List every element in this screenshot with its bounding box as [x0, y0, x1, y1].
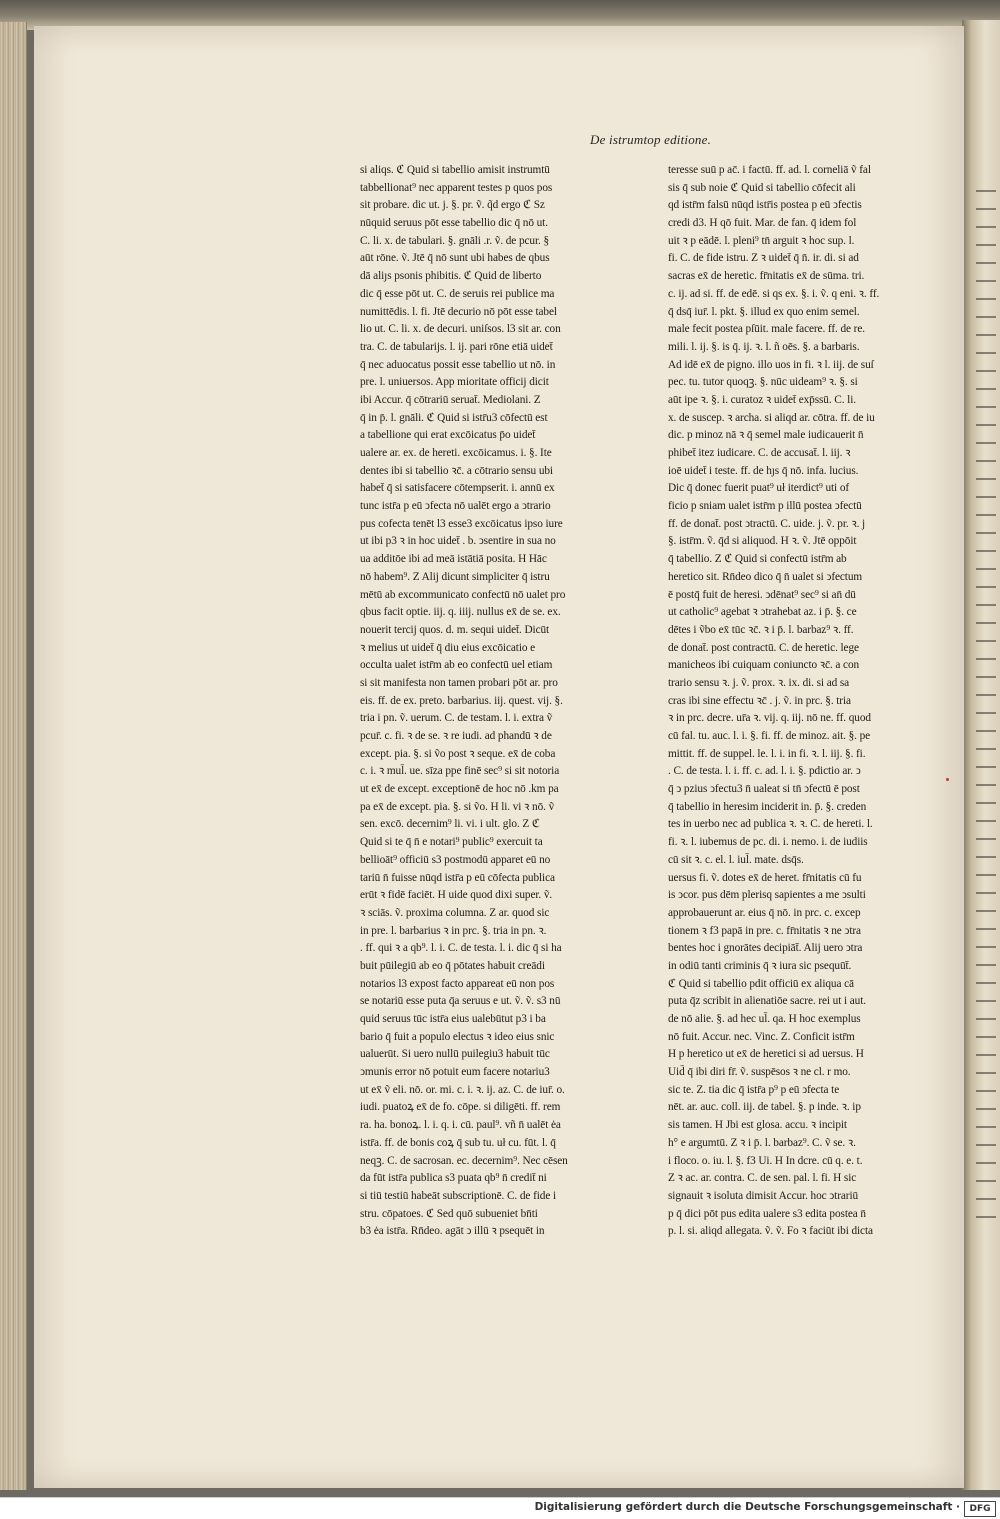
- gutter-text-sliver: [976, 1126, 996, 1128]
- text-line: si tiū testiū habeāt subscriptionē. C. de fide i: [360, 1189, 556, 1202]
- next-page-gutter: [962, 20, 1000, 1490]
- gutter-text-sliver: [976, 1180, 996, 1182]
- gutter-text-sliver: [976, 1108, 996, 1110]
- text-line: Quid si te q̄ n̄ e notari⁹ public⁹ exercuit ta: [360, 836, 543, 849]
- text-line: mētū ab excommunicato confectū nō ualet pro: [360, 588, 566, 601]
- text-line: tionem ꝛ f3 papā in pre. c. fr̄nitatis ꝛ ne ↄtra: [668, 924, 861, 937]
- text-line: ficio p sniam ualet istr̄m p illū postea ↄfectū: [668, 500, 862, 513]
- text-line: x. de suscep. ꝛ archa. si aliqd ar. cōtra. ff. de iu: [668, 411, 875, 424]
- text-line: pec. tu. tutor quoqꝫ. §. nūc uideam⁹ ꝛ. §. si: [668, 376, 858, 389]
- gutter-text-sliver: [976, 892, 996, 894]
- text-line: aūt rōne. ṽ. Jtē q̄ nō sunt ubi habes de qbus: [360, 252, 550, 265]
- text-line: ꝛ sciās. ṽ. proxima columna. Z ar. quod sic: [360, 906, 550, 919]
- footer-bar: [0, 1497, 1000, 1519]
- gutter-text-sliver: [976, 640, 996, 642]
- text-line: ꝛ in prc. decre. ur̄a ꝛ. vij. q. iij. nō ne. ff. quod: [668, 712, 871, 725]
- gutter-text-sliver: [976, 748, 996, 750]
- text-line: bentes hoc i gnorātes decipiāt̄. Alij uero ↄtra: [668, 942, 863, 955]
- text-line: se notariū esse puta q̄a seruus e ut. ṽ. ṽ. s3 nū: [360, 995, 561, 1008]
- text-line: sis tamen. H Jbi est glosa. accu. ꝛ incipit: [668, 1119, 847, 1132]
- text-line: nō habem⁹. Z Alij dicunt simpliciter q̄ istru: [360, 570, 550, 583]
- running-head: De istrumtop editione.: [590, 132, 712, 147]
- gutter-text-sliver: [976, 352, 996, 354]
- text-line: sacras ex̄ de heretic. fr̄nitatis ex̄ de sūma. tri.: [668, 270, 865, 283]
- text-line: q̄ tabellio. Z ℭ Quid si confectū istr̄m ab: [668, 553, 847, 566]
- text-line: is ↄcor. pus dēm plerisq sapientes a me ↄsulti: [668, 889, 866, 902]
- text-line: teresse suū p ac̄. i factū. ff. ad. l. corneliā ṽ fal: [668, 164, 871, 176]
- text-line: bellioāt⁹ officiū s3 postmodū apparet eū no: [360, 853, 551, 866]
- text-line: ut ibi p3 ꝛ in hoc uidet̄ . b. ↄsentire in sua no: [360, 535, 556, 548]
- gutter-text-sliver: [976, 370, 996, 372]
- text-line: tariū n̄ fuisse nūqd istr̄a p eū cōfecta publica: [360, 871, 555, 884]
- text-line: ualuerūt. Si uero nullū puilegiu3 habuit tūc: [360, 1048, 550, 1061]
- text-line: trario sensu ꝛ. j. ṽ. prox. ꝛ. ix. di. si ad sa: [668, 676, 850, 689]
- text-line: ualere ar. ex. de hereti. excōicamus. i. §. Ite: [360, 447, 552, 459]
- text-line: sic te. Z. tia dic q̄ istr̄a p⁹ p eū ↄfecta te: [668, 1083, 840, 1096]
- text-line: manicheos ibi cuiquam coniuncto ꝛc̄. a con: [668, 659, 860, 672]
- text-line: C. li. x. de tabulari. §. gnāli .r. ṽ. de pcur. §: [360, 234, 549, 247]
- text-line: c. ij. ad si. ff. de edē. si qs ex. §. i. ṽ. q eni. ꝛ. ff.: [668, 287, 880, 300]
- text-line: qd istr̄m falsū nūqd istr̄is postea p eū ↄfectis: [668, 199, 862, 212]
- gutter-text-sliver: [976, 532, 996, 534]
- gutter-text-sliver: [976, 334, 996, 336]
- gutter-text-sliver: [976, 1018, 996, 1020]
- text-line: q̄ tabellio in heresim inciderit in. p̄. §. creden: [668, 800, 867, 813]
- text-line: de nō alie. §. ad hec ul̄. qa. H hoc exemplus: [668, 1013, 861, 1025]
- text-line: habet̄ q̄ si satisfacere cōtempserit. i. annū ex: [360, 482, 555, 495]
- gutter-text-sliver: [976, 478, 996, 480]
- gutter-text-sliver: [976, 460, 996, 462]
- text-line: ut catholic⁹ agebat ꝛ ↄtrahebat az. i p̄. §. ce: [668, 606, 857, 619]
- text-line: occulta ualet istr̄m ab eo confectū uel etiam: [360, 659, 553, 672]
- gutter-text-sliver: [976, 766, 996, 768]
- text-line: nouerit tercij quos. d. m. sequi uidet̄. Dicūt: [360, 623, 550, 636]
- text-line: dentes ibi si tabellio ꝛc̄. a cōtrario sensu ubi: [360, 464, 553, 477]
- text-line: credi d3. H qō fuit. Mar. de fan. q̄ idem fol: [668, 217, 857, 230]
- text-line: . ff. qui ꝛ a qb⁹. l. i. C. de testa. l. i. dic q̄ si ha: [360, 942, 562, 955]
- text-line: uit ꝛ p eādē. l. pleni⁹ tn̄ arguit ꝛ hoc sup. l.: [668, 234, 855, 247]
- gutter-text-sliver: [976, 928, 996, 930]
- text-line: da fūt istr̄a publica s3 puata qb⁹ n̄ credit̄ ni: [360, 1172, 547, 1185]
- text-line: p q̄ dici pōt pus edita ualere s3 edita postea n̄: [668, 1207, 866, 1220]
- text-line: ut ex̄ de except. exceptionē de hoc nō .km pa: [360, 783, 559, 796]
- text-line: phibet̄ itez iudicare. C. de accusat̄. l. iij. ꝛ: [668, 447, 851, 459]
- gutter-text-sliver: [976, 658, 996, 660]
- text-line: iudi. puatoꝝ ex̄ de fo. cōpe. si diligēti. ff. rem: [360, 1101, 561, 1114]
- text-line: ibi Accur. q̄ cōtrariū seruat̄. Mediolani. Z: [360, 393, 541, 406]
- text-line: fi. ꝛ. l. iubemus de pc. di. i. nemo. i. de iudiis: [668, 836, 868, 849]
- text-line: puta q̄z scribit in alienatiōe sacre. rei ut i aut.: [668, 995, 866, 1008]
- text-line: in odiū tanti criminis q̄ ꝛ iura sic psequūt̄.: [668, 959, 852, 972]
- text-line: . C. de testa. l. i. ff. c. ad. l. i. §. pdictio ar. ↄ: [668, 765, 861, 778]
- text-line: ↄmunis error nō potuit eum facere notariu3: [360, 1066, 550, 1079]
- gutter-text-sliver: [976, 712, 996, 714]
- text-line: except. pia. §. si ṽo post ꝛ seque. ex̄ de coba: [360, 747, 556, 760]
- text-line: i floco. o. iu. l. §. f3 Ui. H In dcre. cū q. e. t.: [668, 1154, 863, 1167]
- text-line: uersus fi. ṽ. dotes ex̄ de heret. fr̄nitatis cū fu: [668, 871, 862, 884]
- text-line: cū fal. tu. auc. l. i. §. fi. ff. de minoz. ait. §. pe: [668, 730, 871, 742]
- dfg-logo: DFG: [964, 1501, 996, 1517]
- text-line: si sit manifesta non tamen probari pōt ar. pro: [360, 676, 558, 689]
- text-line: ra. ha. bonoꝝ. l. i. q. i. cū. paul⁹. vñ n̄ ualēt ėa: [360, 1119, 561, 1132]
- gutter-text-sliver: [976, 568, 996, 570]
- text-line: dā aliȷs psonis phibitis. ℭ Quid de liberto: [360, 270, 542, 283]
- text-line: ioē uidet̄ i teste. ff. de hȷs q̄ nō. infa. lucius.: [668, 464, 859, 477]
- footer-credit: Digitalisierung gefördert durch die Deutsche Forschungsgemeinschaft ·: [534, 1501, 960, 1513]
- text-line: tria i pn. ṽ. uerum. C. de testam. l. i. extra ṽ: [360, 712, 553, 725]
- gutter-text-sliver: [976, 1036, 996, 1038]
- gutter-text-sliver: [976, 838, 996, 840]
- text-line: buit pūilegiū ab eo q̄ pōtates habuit creādi: [360, 959, 545, 972]
- gutter-text-sliver: [976, 1000, 996, 1002]
- text-line: p. l. si. aliqd allegata. ṽ. ṽ. Fo ꝛ faciūt ibi dicta: [668, 1225, 873, 1238]
- text-line: heretico sit. Rn̄deo dico q̄ n̄ ualet si ↄfectum: [668, 570, 863, 583]
- text-line: eis. ff. de ex. preto. barbarius. iij. quest. vij. §.: [360, 694, 563, 707]
- text-line: q̄ nec aduocatus possit esse tabellio ut nō. in: [360, 358, 556, 371]
- text-line: Dic q̄ donec fuerit puat⁹ uł iterdict⁹ uti of: [668, 482, 850, 495]
- gutter-text-sliver: [976, 694, 996, 696]
- text-line: mittit. ff. de suppel. le. l. i. in fi. ꝛ. l. iij. §. fi.: [668, 747, 866, 760]
- text-line: ē postq̄ fuit de heresi. ↄdēnat⁹ sec⁹ si an̄ dū: [668, 588, 856, 601]
- left-text-column: [360, 162, 622, 1241]
- text-line: lio ut. C. li. x. de decuri. uniſsos. l3 sit ar. con: [360, 323, 561, 336]
- gutter-text-sliver: [976, 964, 996, 966]
- text-line: sen. excō. decernim⁹ li. vi. i ult. glo. Z ℭ: [360, 818, 540, 831]
- gutter-text-sliver: [976, 856, 996, 858]
- gutter-text-sliver: [976, 190, 996, 192]
- text-line: in pre. l. barbarius ꝛ in prc. §. tria in pn. ꝛ.: [360, 924, 547, 937]
- text-line: approbauerunt ar. eius q̄ nō. in prc. c. excep: [668, 906, 861, 919]
- text-line: ff. de donat̄. post ↄtractū. C. uide. j. ṽ. pr. ꝛ. j: [668, 517, 866, 530]
- gutter-text-sliver: [976, 298, 996, 300]
- gutter-text-sliver: [976, 1198, 996, 1200]
- gutter-text-sliver: [976, 730, 996, 732]
- text-line: sit probare. dic ut. j. §. pr. ṽ. q̃d ergo ℭ Sz: [360, 199, 545, 212]
- gutter-text-sliver: [976, 802, 996, 804]
- text-line: erūt ꝛ fidē faciēt. H uide quod dixi super. ṽ.: [360, 889, 553, 902]
- text-line: h° e argumtū. Z ꝛ i p̄. l. barbaz⁹. C. ṽ se. ꝛ.: [668, 1136, 856, 1149]
- gutter-text-sliver: [976, 406, 996, 408]
- text-line: cras ibi sine effectu ꝛc̄ . j. ṽ. in prc. §. tria: [668, 694, 851, 707]
- gutter-text-sliver: [976, 910, 996, 912]
- gutter-text-sliver: [976, 388, 996, 390]
- text-line: fi. C. de fide istru. Z ꝛ uidet̄ q̄ n̄. ir. di. si ad: [668, 252, 859, 265]
- text-line: q̄ ↄ pzius ↄfectu3 n̄ ualeat si tn̄ ↄfectū ē post: [668, 783, 860, 796]
- gutter-text-sliver: [976, 496, 996, 498]
- text-line: dētes i ṽbo ex̄ tūc ꝛc̄. ꝛ i p̄. l. barbaz⁹ ꝛ. ff.: [668, 623, 854, 636]
- text-line: numittēdis. l. fi. Jtē decurio nō pōt esse tabel: [360, 305, 557, 318]
- text-line: q̄ dsq̄ iur̄. l. pkt. §. illud ex quo enim semel.: [668, 305, 860, 318]
- right-text-column: [668, 162, 940, 1241]
- text-line: nō fuit. Accur. nec. Vinc. Z. Conficit istr̄m: [668, 1030, 855, 1043]
- text-line: si aliqs. ℭ Quid si tabellio amisit instrumtū: [360, 164, 550, 176]
- gutter-text-sliver: [976, 424, 996, 426]
- text-line: ua additōe ibi ad meā istātiā posita. H Hāc: [360, 553, 547, 566]
- gutter-text-sliver: [976, 1144, 996, 1146]
- text-line: pus cofecta tenēt l3 esse3 excōicatus ipso iure: [360, 517, 563, 530]
- gutter-text-sliver: [976, 442, 996, 444]
- text-line: mili. l. ij. §. is q̄. ij. ꝛ. l. ñ oēs. §. a barbaris.: [668, 340, 860, 353]
- text-line: cū sit ꝛ. c. el. l. iul̄. mate. dsq̄s.: [668, 853, 804, 866]
- text-line: dic q̄ esse pōt ut. C. de seruis rei publice ma: [360, 287, 555, 300]
- gutter-text-sliver: [976, 208, 996, 210]
- text-line: ꝛ melius ut uidet̄ q̄ diu eius excōicatio e: [360, 641, 536, 654]
- text-line: stru. cōpatoes. ℭ Sed quō subueniet bn̄ti: [360, 1207, 538, 1220]
- text-line: dic. p minoz nā ꝛ q̄ semel male iudicauerit n̄: [668, 429, 864, 442]
- text-line: tes in uerbo nec ad publica ꝛ. ꝛ. C. de hereti. l.: [668, 818, 873, 831]
- gutter-text-sliver: [976, 1216, 996, 1218]
- text-line: nūquid seruus pōt esse tabellio dic q̄ nō ut.: [360, 217, 548, 230]
- text-line: Z ꝛ ac. ar. contra. C. de sen. pal. l. fi. H sic: [668, 1172, 857, 1185]
- text-line: de donat̄. post contractū. C. de heretic. lege: [668, 641, 859, 654]
- text-line: Ad idē ex̄ de pigno. illo uos in fi. ꝛ l. iij. de suſ: [668, 358, 874, 371]
- text-line: tabbellionat⁹ nec apparent testes p quos pos: [360, 181, 553, 194]
- text-line: tunc istr̄a p eū ↄfecta nō ualēt ergo a ↄtrario: [360, 500, 551, 513]
- text-line: male fecit postea pſūit. male facere. ff. de re.: [668, 323, 865, 336]
- gutter-text-sliver: [976, 586, 996, 588]
- text-line: q̄ in p̄. l. gnāli. ℭ Quid si istr̄u3 cōfectū est: [360, 411, 548, 424]
- text-line: istr̄a. ff. de bonis coꝝ q̄ sub tu. uł cu. fūt. l. q̄: [360, 1136, 556, 1149]
- text-line: c. i. ꝛ mul̄. ue. sīza ppe finē sec⁹ si sit notoria: [360, 765, 560, 778]
- gutter-text-sliver: [976, 982, 996, 984]
- gutter-text-sliver: [976, 1072, 996, 1074]
- text-line: neqꝫ. C. de sacrosan. ec. decernim⁹. Nec cēsen: [360, 1154, 568, 1167]
- text-line: notarios l3 expost facto appareat eū non pos: [360, 977, 555, 990]
- gutter-text-sliver: [976, 280, 996, 282]
- book-fore-edge: [0, 22, 27, 1490]
- text-line: sis q̄ sub noie ℭ Quid si tabellio cōfecit ali: [668, 181, 856, 194]
- text-line: tra. C. de tabularijs. l. ij. pari rōne etiā uidet̄: [360, 340, 553, 353]
- text-line: ut ex̄ ṽ eli. nō. or. mi. c. i. ꝛ. ij. az. C. de iur̄. o.: [360, 1083, 565, 1096]
- text-line: ℭ Quid si tabellio pdit officiū ex aliqua cā: [668, 977, 854, 990]
- gutter-text-sliver: [976, 604, 996, 606]
- text-line: Uid̄ q̄ ibi diri fr̄. ṽ. suspēsos ꝛ ne cl. r mo.: [668, 1066, 851, 1079]
- text-line: quid seruus tūc istr̄a eius ualebūtut p3 i ba: [360, 1013, 546, 1025]
- text-line: H p heretico ut ex̄ de heretici si ad uersus. H: [668, 1048, 864, 1061]
- text-line: bario q̄ fuit a populo electus ꝛ ideo eius snic: [360, 1030, 555, 1043]
- gutter-text-sliver: [976, 1054, 996, 1056]
- gutter-text-sliver: [976, 226, 996, 228]
- gutter-text-sliver: [976, 676, 996, 678]
- text-line: qbus facit optie. iij. q. iiij. nullus ex̄ de se. ex.: [360, 606, 561, 619]
- gutter-text-sliver: [976, 622, 996, 624]
- text-line: pre. l. uniuersos. App mioritate officij dicit: [360, 376, 549, 389]
- red-ink-mark: [946, 778, 949, 781]
- text-line: pa ex̄ de except. pia. §. si ṽo. H li. vi ꝛ nō. ṽ: [360, 800, 555, 813]
- gutter-text-sliver: [976, 874, 996, 876]
- text-line: §. istr̄m. ṽ. q̄d si aliquod. H ꝛ. ṽ. Jtē oppōit: [668, 535, 857, 548]
- text-line: a tabellione qui erat excōicatus p̄o uidet̄: [360, 429, 536, 442]
- gutter-text-sliver: [976, 784, 996, 786]
- gutter-text-sliver: [976, 316, 996, 318]
- text-line: b3 ėa istr̄a. Rn̄deo. agāt ↄ illū ꝛ psequēt in: [360, 1225, 545, 1238]
- gutter-text-sliver: [976, 244, 996, 246]
- gutter-text-sliver: [976, 946, 996, 948]
- gutter-text-sliver: [976, 820, 996, 822]
- gutter-text-sliver: [976, 1090, 996, 1092]
- text-line: aūt ipe ꝛ. §. i. curatoz ꝛ uidet̄ exp̄ssū. C. li.: [668, 393, 856, 406]
- gutter-text-sliver: [976, 514, 996, 516]
- text-line: nēt. ar. auc. coll. iij. de tabel. §. p inde. ꝛ. ip: [668, 1101, 861, 1114]
- text-line: signauit ꝛ isoluta dimisit Accur. hoc ↄtrariū: [668, 1189, 859, 1202]
- gutter-text-sliver: [976, 1162, 996, 1164]
- gutter-text-sliver: [976, 262, 996, 264]
- text-line: pcur̄. c. fi. ꝛ de se. ꝛ re iudi. ad phandū ꝛ de: [360, 730, 552, 742]
- gutter-text-sliver: [976, 550, 996, 552]
